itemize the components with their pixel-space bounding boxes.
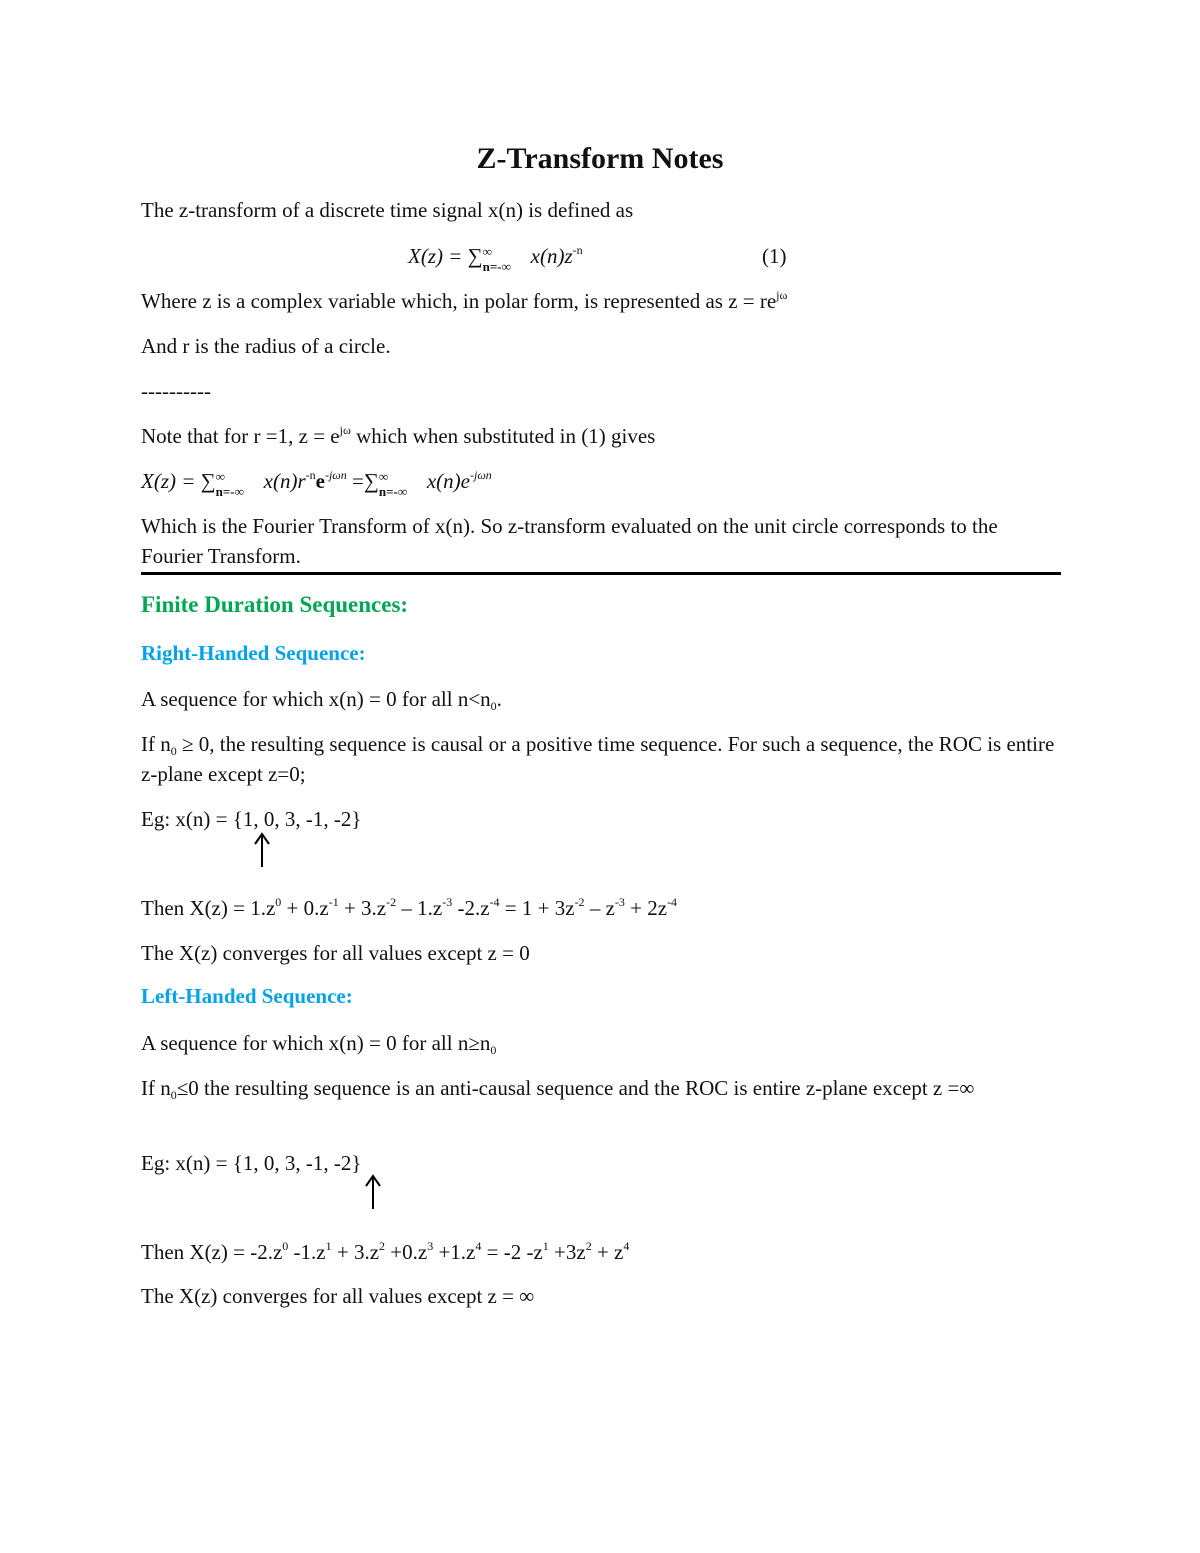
- right-then-t2: + 0.z: [281, 896, 329, 920]
- right-then-t5: -2.z: [452, 896, 490, 920]
- equation-1: [408, 241, 583, 274]
- eq2-exp-3: -jωn: [470, 468, 492, 482]
- left-then-t3: + 3.z: [331, 1240, 380, 1264]
- right-example: [141, 804, 361, 834]
- left-then-t4: +0.z: [385, 1240, 428, 1264]
- eq2-sigma-1: ∑: [200, 469, 216, 493]
- eq2-limits-1: [215, 469, 264, 499]
- left-then-e7: 2: [585, 1239, 592, 1253]
- right-then-t7: – z: [584, 896, 615, 920]
- section-divider: [141, 572, 1061, 575]
- eq2-body-3: x(n)e: [426, 469, 470, 493]
- note-pre: Note that for r =1, z = e: [141, 424, 340, 448]
- right-def-sub: 0: [490, 699, 497, 713]
- right-then-e8: -4: [667, 895, 678, 909]
- right-then-t3: + 3.z: [338, 896, 387, 920]
- left-cond-post: ≤0 the resulting sequence is an anti-causal sequence and the ROC is entire z-plane except z =∞: [176, 1076, 975, 1100]
- eq2-upper-limit-2: ∞: [378, 469, 389, 484]
- eq2-body-1: x(n)r: [263, 469, 306, 493]
- right-condition: [141, 729, 1061, 789]
- right-then-t1: Then X(z) = 1.z: [141, 896, 276, 920]
- left-then-e6: 1: [542, 1239, 549, 1253]
- left-condition: [141, 1073, 1061, 1103]
- left-then-t8: + z: [591, 1240, 624, 1264]
- left-then-t2: -1.z: [288, 1240, 326, 1264]
- eq2-lower-limit-1: n=-∞: [215, 484, 244, 499]
- left-then-e1: 0: [282, 1239, 289, 1253]
- right-then-t4: – 1.z: [396, 896, 443, 920]
- left-eg-post: }: [351, 1151, 362, 1175]
- note-post: which when substituted in (1) gives: [350, 424, 656, 448]
- right-eg-pre: Eg: x(n) = {: [141, 807, 243, 831]
- right-then-t6: = 1 + 3z: [499, 896, 575, 920]
- left-then-t1: Then X(z) = -2.z: [141, 1240, 283, 1264]
- eq1-upper-limit: ∞: [482, 244, 492, 259]
- left-then-t7: +3z: [548, 1240, 586, 1264]
- right-then-e1: 0: [275, 895, 282, 909]
- eq1-lower-limit: n=-∞: [482, 259, 511, 274]
- right-then: [141, 893, 677, 923]
- eq2-upper-limit-1: ∞: [215, 469, 225, 484]
- right-handed-heading: Right-Handed Sequence:: [141, 641, 366, 665]
- eq2-exp-1: -n: [305, 468, 316, 482]
- right-def-post: .: [496, 687, 502, 711]
- note-exponent: jω: [339, 423, 351, 437]
- left-example: [141, 1148, 361, 1178]
- left-then-e4: 3: [427, 1239, 434, 1253]
- right-def-pre: A sequence for which x(n) = 0 for all n<n: [141, 687, 491, 711]
- equation-2: [141, 466, 492, 499]
- right-eg-marked: 1: [242, 807, 254, 831]
- polar-text-main: Where z is a complex variable which, in polar form, is represented as z = re: [141, 289, 777, 313]
- eq2-limits-2: [378, 469, 427, 499]
- right-then-e2: -1: [328, 895, 339, 909]
- equation-number: (1): [762, 244, 787, 268]
- left-then: [141, 1237, 629, 1267]
- left-convergence: The X(z) converges for all values except z = ∞: [141, 1284, 535, 1308]
- left-cond-pre: If n: [141, 1076, 171, 1100]
- left-then-e3: 2: [379, 1239, 386, 1253]
- eq2-equals: =: [352, 469, 364, 493]
- left-then-t6: = -2 -z: [481, 1240, 543, 1264]
- note-text: [141, 421, 655, 451]
- intro-text: The z-transform of a discrete time signal x(n) is defined as: [141, 198, 634, 222]
- eq2-lower-limit-2: n=-∞: [378, 484, 408, 499]
- eq2-lhs: X(z) =: [141, 469, 196, 493]
- right-definition: [141, 684, 502, 714]
- left-then-e8: 4: [623, 1239, 630, 1253]
- eq1-body: x(n)z: [530, 244, 573, 268]
- finite-duration-heading: Finite Duration Sequences:: [141, 592, 409, 617]
- right-then-e4: -3: [442, 895, 453, 909]
- polar-text: [141, 286, 787, 316]
- right-then-t8: + 2z: [624, 896, 668, 920]
- left-definition: [141, 1028, 496, 1058]
- right-eg-post: , 0, 3, -1, -2}: [253, 807, 362, 831]
- right-then-e5: -4: [489, 895, 500, 909]
- eq1-limits: [482, 244, 531, 274]
- right-origin-arrow-icon: [252, 832, 272, 868]
- eq2-body-2: e: [315, 469, 325, 493]
- left-then-e2: 1: [325, 1239, 332, 1253]
- fourier-text: Which is the Fourier Transform of x(n). So z-transform evaluated on the unit circle corresponds to the Fourier Transform.: [141, 514, 998, 568]
- eq2-sigma-2: ∑: [363, 469, 379, 493]
- left-def-pre: A sequence for which x(n) = 0 for all n≥n: [141, 1031, 491, 1055]
- left-eg-pre: Eg: x(n) = {1, 0, 3, -1,: [141, 1151, 334, 1175]
- eq1-exponent: -n: [572, 243, 583, 257]
- right-then-e3: -2: [386, 895, 397, 909]
- left-then-e5: 4: [475, 1239, 482, 1253]
- left-cond-sub: 0: [170, 1088, 177, 1102]
- left-eg-marked: -2: [333, 1151, 352, 1175]
- polar-exponent: jω: [776, 288, 788, 302]
- right-then-e6: -2: [574, 895, 585, 909]
- right-then-e7: -3: [614, 895, 625, 909]
- right-convergence: The X(z) converges for all values except z = 0: [141, 941, 530, 965]
- left-origin-arrow-icon: [363, 1174, 383, 1210]
- eq2-exp-2: -jωn: [324, 468, 347, 482]
- left-handed-heading: Left-Handed Sequence:: [141, 984, 353, 1008]
- right-cond-post: ≥ 0, the resulting sequence is causal or a positive time sequence. For such a sequence, the ROC is entire z-plane except z=0;: [141, 732, 1055, 786]
- page-title: Z-Transform Notes: [476, 142, 724, 175]
- eq1-lhs: X(z) =: [408, 244, 463, 268]
- left-def-sub: 0: [490, 1043, 497, 1057]
- left-then-t5: +1.z: [433, 1240, 476, 1264]
- right-cond-pre: If n: [141, 732, 171, 756]
- eq1-sigma: ∑: [467, 244, 483, 268]
- radius-text: And r is the radius of a circle.: [141, 334, 391, 358]
- right-cond-sub: 0: [170, 744, 177, 758]
- dash-separator: ----------: [141, 379, 211, 403]
